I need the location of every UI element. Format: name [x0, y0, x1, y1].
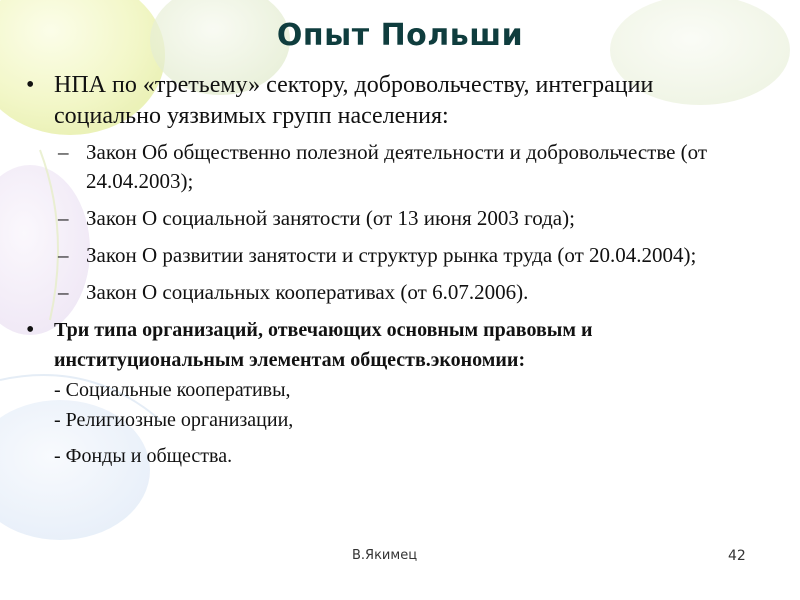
- page-number: 42: [728, 548, 746, 564]
- slide-title: Опыт Польши: [276, 18, 524, 53]
- bullet-legal-acts: [24, 70, 764, 132]
- org-type-line: - Социальные кооперативы,: [54, 379, 291, 401]
- dash-icon: –: [58, 206, 69, 230]
- slide-content: [24, 70, 764, 471]
- list-item: [24, 204, 764, 233]
- bullet-text: НПА по «третьему» сектору, добровольчеству, интеграции социально уязвимых групп населения:: [54, 72, 654, 129]
- dash-icon: –: [58, 280, 69, 304]
- footer-author: В.Якимец: [352, 548, 418, 563]
- dash-icon: –: [58, 140, 69, 164]
- bullet-organization-types: [24, 315, 764, 471]
- law-text: Закон О социальной занятости (от 13 июня 2003 года);: [86, 206, 575, 230]
- bullet-dot-icon: •: [26, 72, 35, 98]
- law-text: Закон Об общественно полезной деятельности и добровольчестве (от 24.04.2003);: [86, 140, 708, 193]
- list-item: [24, 278, 764, 307]
- law-text: Закон О развитии занятости и структур рынка труда (от 20.04.2004);: [86, 243, 697, 267]
- org-type-line: - Религиозные организации,: [54, 409, 294, 431]
- org-type-line: - Фонды и общества.: [54, 445, 233, 467]
- dash-icon: –: [58, 243, 69, 267]
- law-text: Закон О социальных кооперативах (от 6.07.2006).: [86, 280, 529, 304]
- list-item: [24, 241, 764, 270]
- list-item: [24, 138, 764, 196]
- bullet-heading: Три типа организаций, отвечающих основным правовым и институциональным элементам обществ.экономии:: [54, 319, 593, 371]
- bullet-dot-icon: •: [26, 317, 35, 343]
